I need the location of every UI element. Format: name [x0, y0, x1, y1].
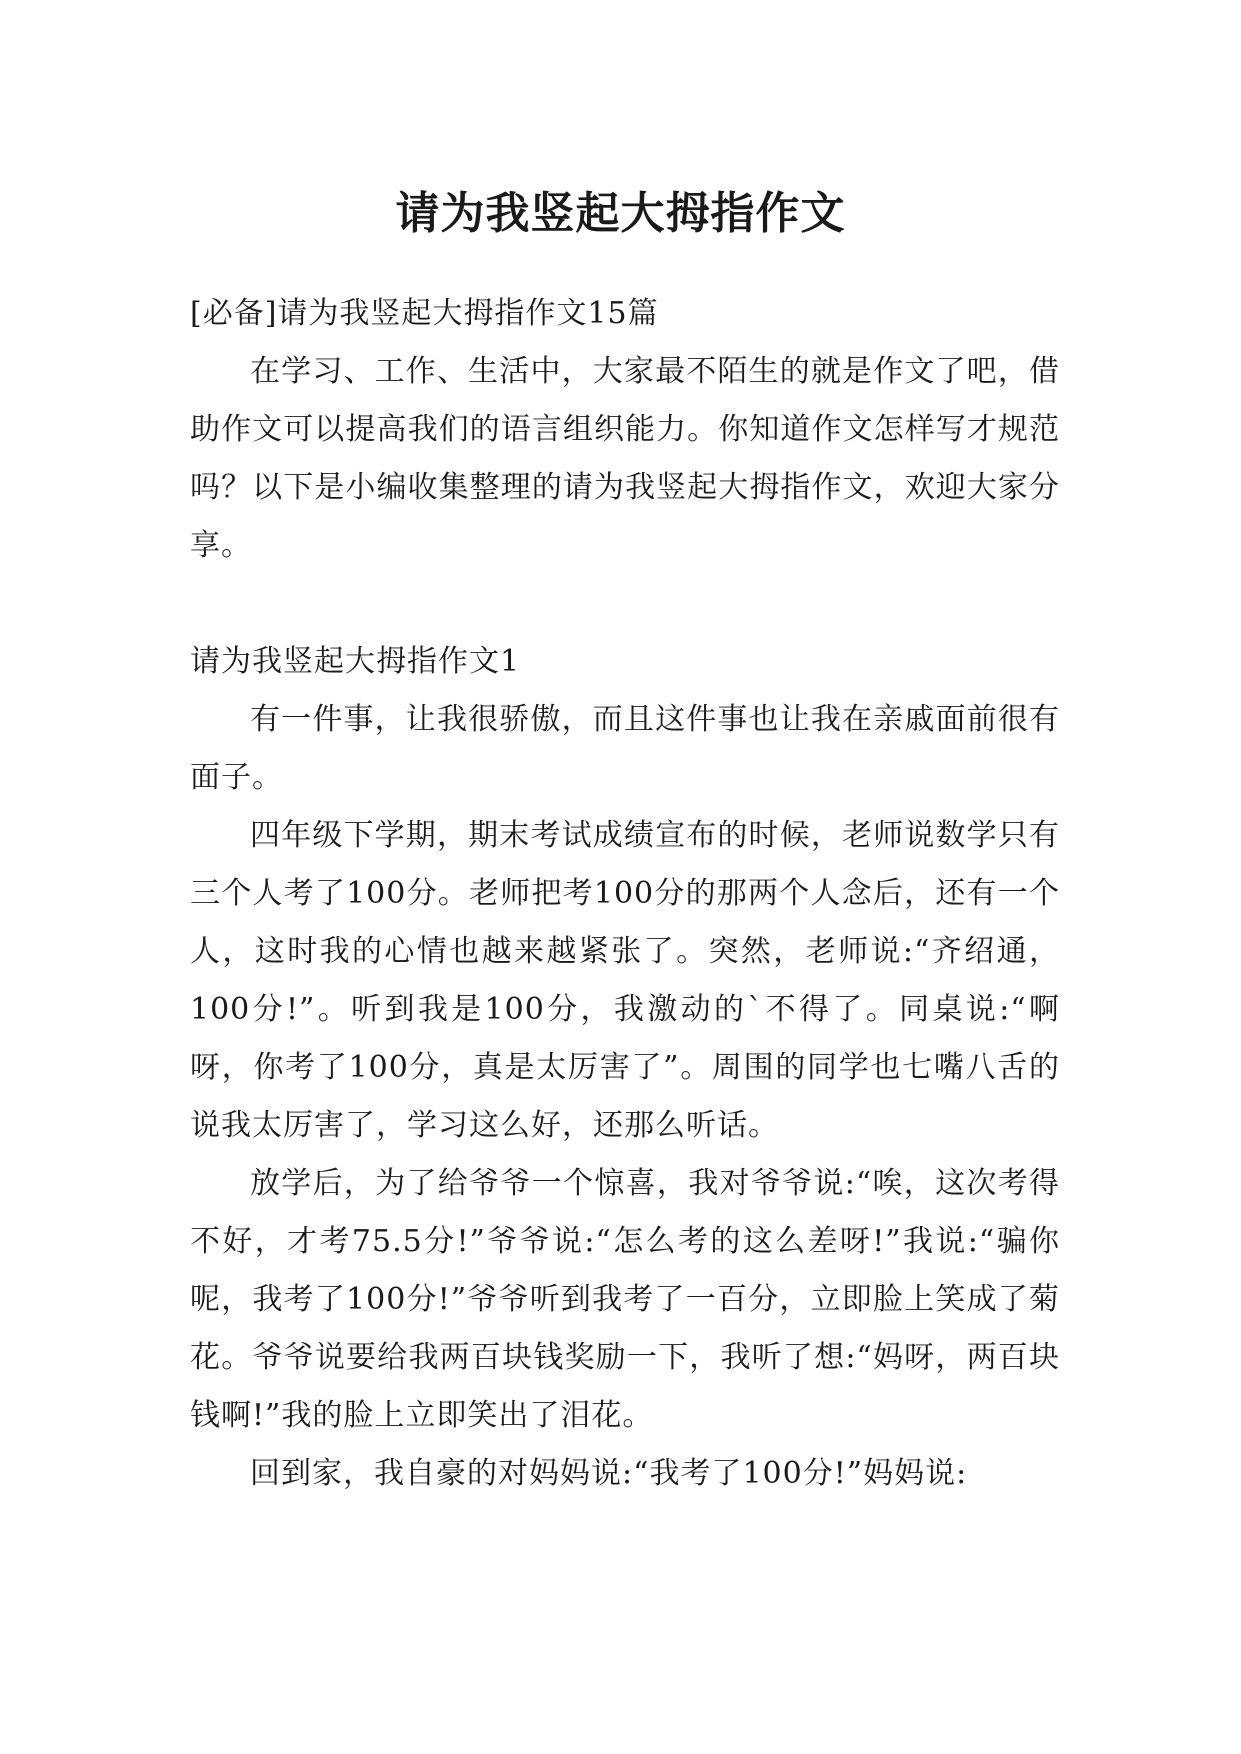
body-paragraph: 放学后，为了给爷爷一个惊喜，我对爷爷说:“唉，这次考得不好，才考75.5分!”爷爷说:“怎么考的这么差呀!”我说:“骗你呢，我考了100分!”爷爷听到我考了一百分，立即脸上笑成了菊花。爷爷说要给我两百块钱奖励一下，我听了想:“妈呀，两百块钱啊!”我的脸上立即笑出了泪花。 [190, 1166, 1060, 1433]
body-paragraph: 四年级下学期，期末考试成绩宣布的时候，老师说数学只有三个人考了100分。老师把考100分的那两个人念后，还有一个人，这时我的心情也越来越紧张了。突然，老师说:“齐绍通，100分!”。听到我是100分，我激动的`不得了。同桌说:“啊呀，你考了100分，真是太厉害了”。周围的同学也七嘴八舌的说我太厉害了，学习这么好，还那么听话。 [190, 818, 1060, 1143]
document-title: 请为我竖起大拇指作文 [395, 188, 846, 240]
body-paragraph: 回到家，我自豪的对妈妈说:“我考了100分!”妈妈说: [250, 1456, 968, 1491]
intro-paragraph: 在学习、工作、生活中，大家最不陌生的就是作文了吧，借助作文可以提高我们的语言组织能力。你知道作文怎样写才规范吗？以下是小编收集整理的请为我竖起大拇指作文，欢迎大家分享。 [190, 354, 1060, 563]
body-paragraph: 有一件事，让我很骄傲，而且这件事也让我在亲戚面前很有面子。 [190, 702, 1060, 795]
document-body [190, 285, 1060, 1503]
document-subtitle: [必备]请为我竖起大拇指作文15篇 [190, 296, 659, 331]
section-heading: 请为我竖起大拇指作文1 [190, 644, 521, 679]
